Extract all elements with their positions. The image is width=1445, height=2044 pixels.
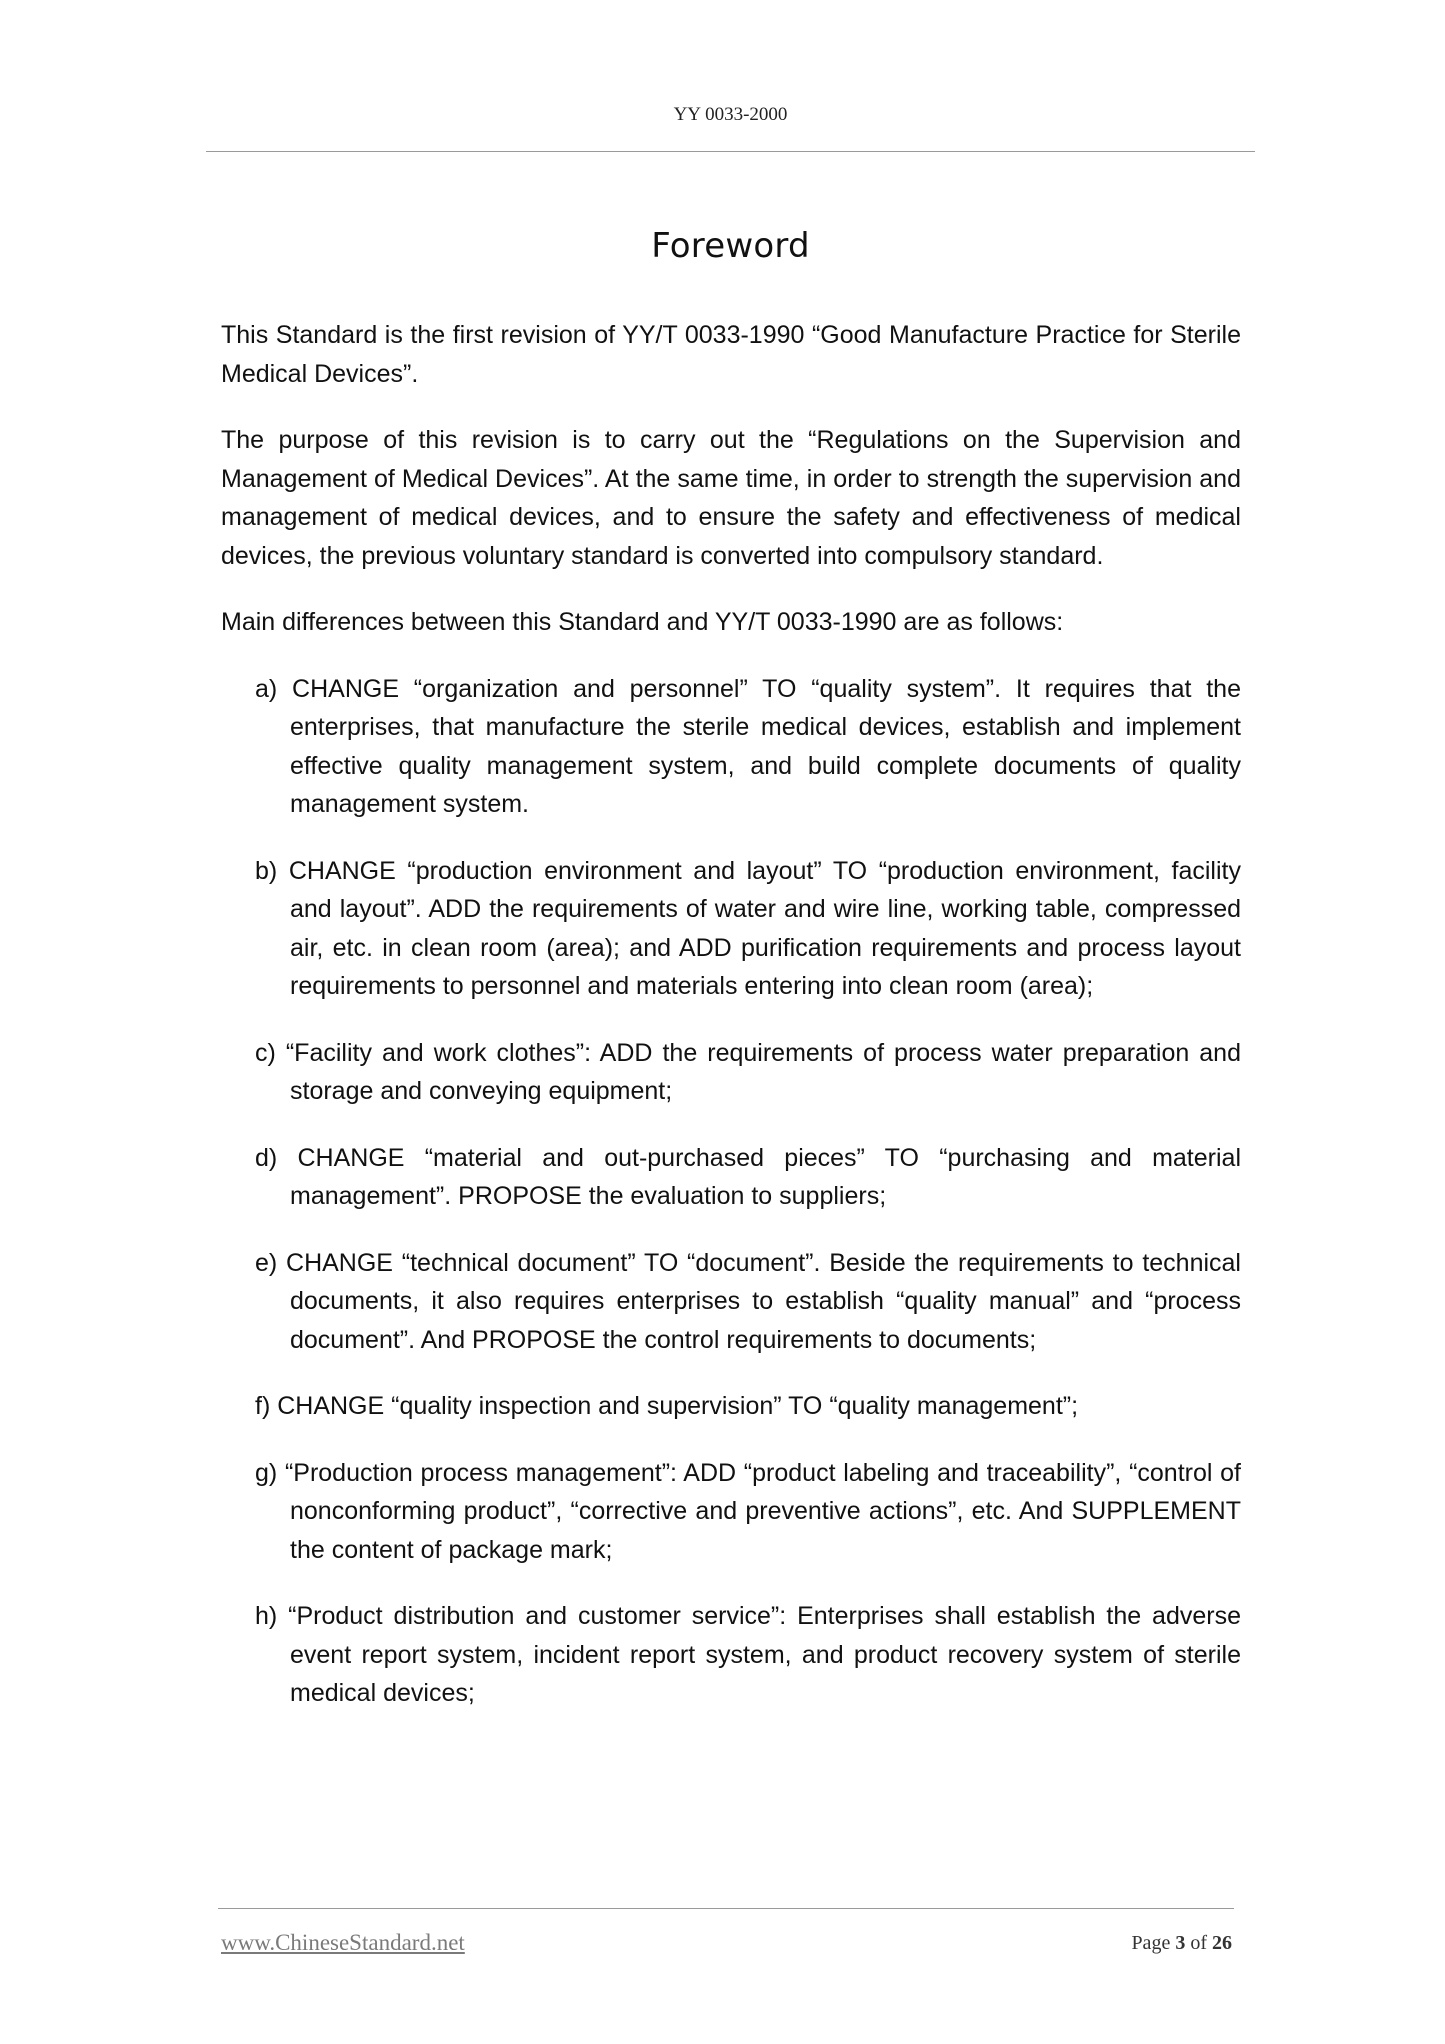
list-item: h) “Product distribution and customer service”: Enterprises shall establish the adverse event report system, incident report system, and product recovery system of sterile medical devices; — [255, 1602, 1241, 1707]
page-of: of — [1185, 1932, 1212, 1954]
list-item: d) CHANGE “material and out-purchased pieces” TO “purchasing and material management”. PROPOSE the evaluation to suppliers; — [255, 1143, 1241, 1210]
footer-divider — [218, 1908, 1234, 1909]
list-item: a) CHANGE “organization and personnel” TO “quality system”. It requires that the enterprises, that manufacture the sterile medical devices, establish and implement effective quality management system, and build complete documents of quality management system. — [255, 674, 1241, 818]
paragraph-purpose: The purpose of this revision is to carry out the “Regulations on the Supervision and Management of Medical Devices”. At the same time, in order to strength the supervision and management of medical devices, and to ensure the safety and effectiveness of medical devices, the previous voluntary standard is converted into compulsory standard. — [221, 426, 1241, 570]
page-total: 26 — [1212, 1932, 1232, 1954]
paragraph-differences-intro: Main differences between this Standard and YY/T 0033-1990 are as follows: — [221, 608, 1064, 636]
foreword-body — [221, 316, 1241, 1741]
list-item: g) “Production process management”: ADD “product labeling and traceability”, “control of nonconforming product”, “corrective and preventive actions”, etc. And SUPPLEMENT the content of package mark; — [255, 1458, 1241, 1564]
document-code-header: YY 0033-2000 — [673, 104, 788, 125]
header-divider — [206, 151, 1255, 152]
list-item: b) CHANGE “production environment and layout” TO “production environment, facility and layout”. ADD the requirements of water and wire line, working table, compressed air, etc. in clean room (area); and ADD purification requirements and process layout requirements to personnel and materials entering into clean room (area); — [255, 856, 1241, 1000]
paragraph-revision: This Standard is the first revision of YY/T 0033-1990 “Good Manufacture Practice for Sterile Medical Devices”. — [221, 321, 1241, 388]
page-current: 3 — [1175, 1932, 1186, 1954]
page-number — [1131, 1932, 1232, 1955]
page-prefix: Page — [1131, 1932, 1176, 1954]
differences-list — [221, 670, 1241, 1713]
list-item: c) “Facility and work clothes”: ADD the requirements of process water preparation and storage and conveying equipment; — [255, 1038, 1241, 1105]
list-item: f) CHANGE “quality inspection and supervision” TO “quality management”; — [255, 1392, 1079, 1420]
list-item: e) CHANGE “technical document” TO “document”. Beside the requirements to technical documents, it also requires enterprises to establish “quality manual” and “process document”. And PROPOSE the control requirements to documents; — [255, 1248, 1241, 1354]
website-link[interactable]: www.ChineseStandard.net — [221, 1930, 465, 1955]
page-title: Foreword — [651, 226, 810, 266]
